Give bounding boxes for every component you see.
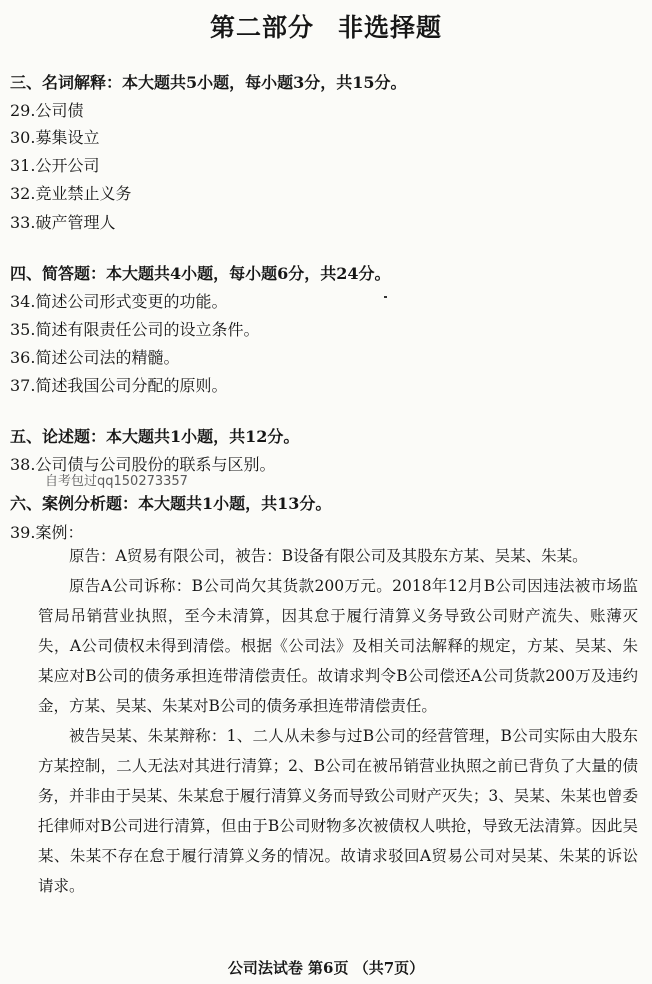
question-number: 39.	[10, 523, 36, 542]
section-heading-6: 六、案例分析题：本大题共1小题，共13分。	[10, 494, 332, 513]
question-text: 公司债	[35, 101, 84, 120]
page-footer: 公司法试卷 第6页 （共7页）	[227, 959, 425, 977]
question-text: 简述公司法的精髓。	[35, 348, 180, 367]
question-number: 30.	[10, 128, 36, 147]
question-text: 简述我国公司分配的原则。	[35, 376, 228, 395]
question-number: 37.	[10, 376, 36, 395]
question-31	[10, 153, 99, 176]
question-text: 案例：	[35, 523, 84, 542]
scan-speck	[384, 296, 387, 298]
question-text: 公司债与公司股份的联系与区别。	[35, 455, 276, 474]
question-30	[10, 125, 99, 148]
part-title	[0, 8, 652, 44]
question-number: 35.	[10, 320, 36, 339]
question-text: 募集设立	[35, 128, 100, 147]
question-39	[10, 520, 83, 543]
question-number: 33.	[10, 213, 36, 232]
question-number: 32.	[10, 184, 36, 203]
part-name: 非选择题	[338, 13, 443, 42]
question-number: 31.	[10, 156, 36, 175]
section-heading-4: 四、简答题：本大题共4小题，每小题6分，共24分。	[10, 264, 391, 283]
question-number: 29.	[10, 101, 36, 120]
question-33	[10, 210, 115, 233]
question-34	[10, 289, 227, 312]
section-heading-3: 三、名词解释：本大题共5小题，每小题3分，共15分。	[10, 73, 407, 92]
case-plaintiff-claim: 原告A公司诉称：B公司尚欠其货款200万元。2018年12月B公司因违法被市场监管局吊销营业执照，至今未清算，因其怠于履行清算义务导致公司财产流失、账薄灭失，A公司债权未得到清偿。根据《公司法》及相关司法解释的规定，方某、吴某、朱某应对B公司的债务承担连带清偿责任。故请求判令B公司偿还A公司货款200万及违约金，方某、吴某、朱某对B公司的债务承担连带清偿责任。	[38, 577, 638, 715]
question-number: 34.	[10, 292, 36, 311]
question-32	[10, 181, 131, 204]
question-text: 简述公司形式变更的功能。	[35, 292, 228, 311]
question-37	[10, 373, 227, 396]
case-defendant-defense: 被告吴某、朱某辩称：1、二人从未参与过B公司的经营管理，B公司实际由大股东方某控制，二人无法对其进行清算；2、B公司在被吊销营业执照之前已背负了大量的债务，并非由于吴某、朱某怠于履行清算义务而导致公司财产灭失；3、吴某、朱某也曾委托律师对B公司进行清算，但由于B公司财物多次被债权人哄抢，导致无法清算。因此吴某、朱某不存在怠于履行清算义务的情况。故请求驳回A贸易公司对吴某、朱某的诉讼请求。	[38, 727, 638, 895]
question-35	[10, 317, 259, 340]
question-number: 36.	[10, 348, 36, 367]
part-label: 第二部分	[209, 13, 314, 42]
question-text: 破产管理人	[35, 213, 116, 232]
question-text: 竞业禁止义务	[35, 184, 132, 203]
question-29	[10, 98, 83, 121]
section-heading-5: 五、论述题：本大题共1小题，共12分。	[10, 427, 300, 446]
question-text: 简述有限责任公司的设立条件。	[35, 320, 260, 339]
case-parties: 原告：A贸易有限公司，被告：B设备有限公司及其股东方某、吴某、朱某。	[69, 547, 588, 565]
question-text: 公开公司	[35, 156, 100, 175]
question-number: 38.	[10, 455, 36, 474]
question-36	[10, 345, 179, 368]
watermark: 自考包过qq150273357	[45, 474, 188, 489]
